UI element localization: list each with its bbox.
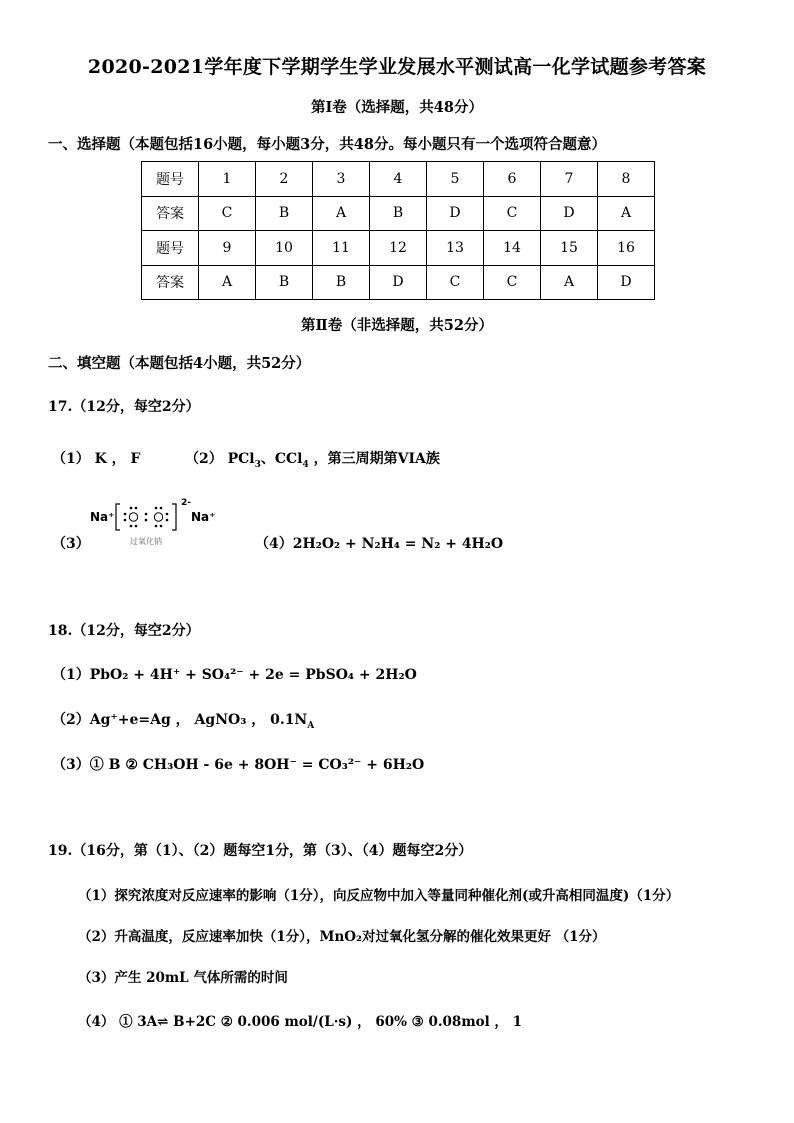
q17-header: 17.（12分，每空2分） bbox=[48, 399, 200, 415]
table-cell: B bbox=[313, 265, 370, 300]
table-row-header: 题号 bbox=[142, 162, 199, 197]
q19-answer-4: （4） ① 3A⇌ B+2C ② 0.006 mol/(L·s) ， 60% ③ 0.08mol ， 1 bbox=[78, 1014, 523, 1030]
peroxide-ion-icon bbox=[114, 500, 184, 534]
table-cell: B bbox=[370, 196, 427, 231]
table-row bbox=[142, 265, 655, 300]
table-cell: 7 bbox=[541, 162, 598, 197]
table-cell: 13 bbox=[427, 231, 484, 266]
table-cell: 8 bbox=[598, 162, 655, 197]
table-cell: A bbox=[313, 196, 370, 231]
table-cell: 2 bbox=[256, 162, 313, 197]
table-cell: 12 bbox=[370, 231, 427, 266]
diagram-caption: 过氧化钠 bbox=[130, 537, 162, 546]
q17-answer-4: （4）2H₂O₂ + N₂H₄ = N₂ + 4H₂O bbox=[255, 536, 504, 552]
table-cell: 11 bbox=[313, 231, 370, 266]
table-cell: D bbox=[427, 196, 484, 231]
table-row-header: 题号 bbox=[142, 231, 199, 266]
sodium-ion-right: Na⁺ bbox=[191, 510, 216, 524]
table-cell: A bbox=[199, 265, 256, 300]
part-1-heading: 第Ⅰ卷（选择题，共48分） bbox=[311, 99, 483, 116]
table-cell: C bbox=[484, 265, 541, 300]
table-cell: A bbox=[598, 196, 655, 231]
q18-header: 18.（12分，每空2分） bbox=[48, 623, 200, 639]
q18-answer-2: （2）Ag⁺+e=Ag ， AgNO₃ ， $0.1N_A$ bbox=[52, 712, 315, 731]
table-cell: 6 bbox=[484, 162, 541, 197]
q18-answer-3: （3）① B ② CH₃OH - 6e + 8OH⁻ = CO₃²⁻ + 6H₂O bbox=[52, 757, 425, 773]
table-cell: B bbox=[256, 196, 313, 231]
q17-answer-3-label: （3） bbox=[52, 536, 90, 552]
q19-answer-1: （1）探究浓度对反应速率的影响（1分），向反应物中加入等量同种催化剂(或升高相同温度)（1分） bbox=[78, 888, 680, 904]
table-row bbox=[142, 196, 655, 231]
table-cell: C bbox=[484, 196, 541, 231]
section-1-heading: 一、选择题（本题包括16小题，每小题3分，共48分。每小题只有一个选项符合题意） bbox=[48, 136, 606, 153]
table-cell: D bbox=[598, 265, 655, 300]
table-cell: 4 bbox=[370, 162, 427, 197]
table-cell: A bbox=[541, 265, 598, 300]
table-cell: D bbox=[541, 196, 598, 231]
table-cell: B bbox=[256, 265, 313, 300]
charge-label: 2- bbox=[181, 498, 191, 508]
page-title: 2020-2021学年度下学期学生学业发展水平测试高一化学试题参考答案 bbox=[87, 56, 707, 78]
q19-answer-3: （3）产生 20mL 气体所需的时间 bbox=[78, 970, 288, 986]
q17-answer-2: （2） PCl$_3$、CCl$_4$ ，第三周期第VIA族 bbox=[185, 451, 440, 470]
table-row bbox=[142, 231, 655, 266]
table-cell: 14 bbox=[484, 231, 541, 266]
q19-header: 19.（16分，第（1）、（2）题每空1分，第（3）、（4）题每空2分） bbox=[48, 843, 473, 859]
table-cell: C bbox=[427, 265, 484, 300]
table-cell: 9 bbox=[199, 231, 256, 266]
sodium-peroxide-electron-diagram bbox=[88, 498, 218, 550]
table-row-header: 答案 bbox=[142, 196, 199, 231]
table-cell: 10 bbox=[256, 231, 313, 266]
table-cell: 5 bbox=[427, 162, 484, 197]
table-cell: 15 bbox=[541, 231, 598, 266]
q18-answer-1: （1）PbO₂ + 4H⁺ + SO₄²⁻ + 2e = PbSO₄ + 2H₂O bbox=[52, 667, 417, 683]
table-row-header: 答案 bbox=[142, 265, 199, 300]
table-cell: 3 bbox=[313, 162, 370, 197]
sodium-ion-left: Na⁺ bbox=[90, 510, 115, 524]
table-cell: D bbox=[370, 265, 427, 300]
q17-answer-1: （1） K ， F bbox=[52, 451, 141, 467]
table-cell: 16 bbox=[598, 231, 655, 266]
table-row bbox=[142, 162, 655, 197]
section-2-heading: 二、填空题（本题包括4小题，共52分） bbox=[48, 355, 311, 372]
table-cell: 1 bbox=[199, 162, 256, 197]
q19-answer-2: （2）升高温度，反应速率加快（1分），MnO₂对过氧化氢分解的催化效果更好 （1分） bbox=[78, 929, 606, 945]
answer-table bbox=[141, 161, 655, 300]
table-cell: C bbox=[199, 196, 256, 231]
part-2-heading: 第Ⅱ卷（非选择题，共52分） bbox=[301, 317, 493, 334]
